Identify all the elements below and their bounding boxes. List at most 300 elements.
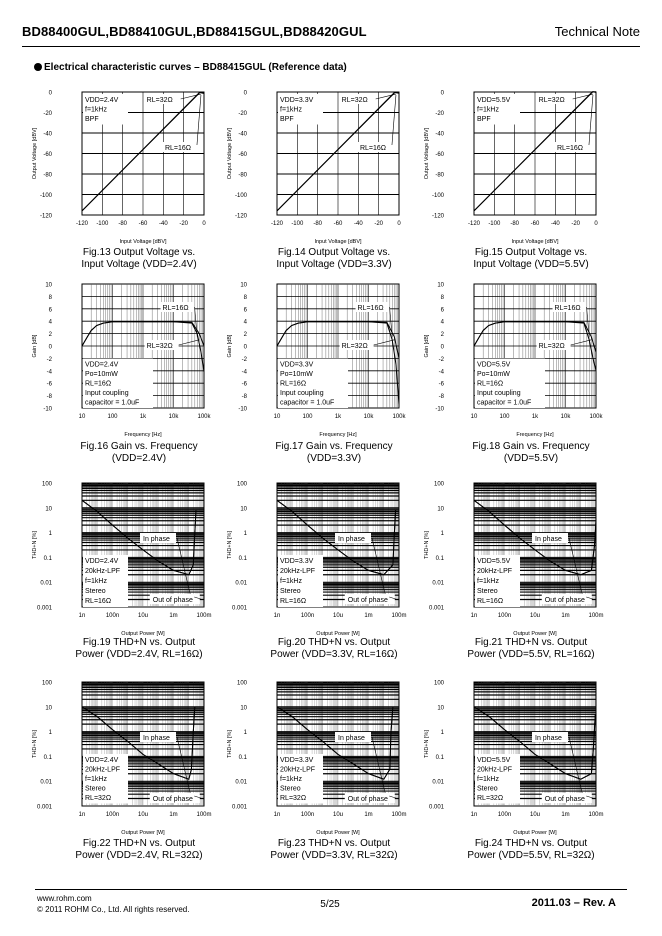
y-tick-label: -20 xyxy=(43,111,52,117)
y-tick-label: 0.001 xyxy=(231,605,247,612)
y-tick-label: -4 xyxy=(241,369,247,376)
annotation-rl32: RL=32Ω xyxy=(146,343,173,350)
condition-text: f=1kHz xyxy=(85,106,107,114)
condition-text: Stereo xyxy=(85,785,106,793)
annotation-rl32: RL=32Ω xyxy=(146,97,173,104)
y-tick-label: 0 xyxy=(440,344,444,351)
condition-text: Input coupling xyxy=(85,390,129,397)
x-tick-label: 10 xyxy=(470,414,478,420)
condition-text: f=1kHz xyxy=(477,578,499,585)
condition-text: VDD=2.4V xyxy=(85,361,119,369)
y-axis-label: THD+N [%] xyxy=(424,531,430,559)
caption-line-2: Power (VDD=3.3V, RL=32Ω) xyxy=(270,850,398,861)
annotation-in-phase: In phase xyxy=(535,536,562,543)
y-tick-label: 10 xyxy=(437,282,444,289)
condition-text: VDD=5.5V xyxy=(477,97,511,104)
y-tick-label: 0.1 xyxy=(435,754,444,761)
condition-text: VDD=3.3V xyxy=(280,97,314,104)
x-tick-label: 1n xyxy=(78,812,86,818)
x-tick-label: 10u xyxy=(332,613,344,619)
caption-line-1: Fig.19 THD+N vs. Output xyxy=(82,637,196,648)
x-tick-label: 100n xyxy=(497,613,512,619)
condition-text: RL=16Ω xyxy=(477,380,504,388)
y-tick-label: 10 xyxy=(437,705,444,712)
x-tick-label: 10u xyxy=(137,812,149,818)
y-axis-label: THD+N [%] xyxy=(227,730,233,758)
y-tick-label: 0.01 xyxy=(432,779,444,786)
x-tick-label: 10u xyxy=(529,812,541,818)
x-tick-label: 1n xyxy=(78,613,86,619)
y-tick-label: 0.001 xyxy=(36,605,52,612)
figure-caption xyxy=(39,441,239,465)
caption-line-1: Fig.24 THD+N vs. Output xyxy=(474,838,588,849)
y-tick-label: -8 xyxy=(438,394,444,401)
annotation-out-of-phase: Out of phase xyxy=(152,796,193,803)
y-tick-label: 100 xyxy=(236,481,247,488)
caption-line-1: Fig.13 Output Voltage vs. xyxy=(82,247,196,258)
x-tick-label: 100m xyxy=(196,613,212,619)
annotation-rl32: RL=32Ω xyxy=(538,97,565,104)
annotation-in-phase: In phase xyxy=(143,536,170,543)
x-tick-label: 10 xyxy=(273,414,281,420)
y-tick-label: 0 xyxy=(48,344,52,351)
caption-line-1: Fig.17 Gain vs. Frequency xyxy=(275,441,393,452)
y-tick-label: 1 xyxy=(243,730,247,737)
condition-text: Stereo xyxy=(477,588,498,595)
x-tick-label: -60 xyxy=(333,221,343,227)
y-tick-label: -2 xyxy=(241,356,247,363)
y-tick-label: -10 xyxy=(238,406,247,413)
x-tick-label: 100k xyxy=(392,414,406,420)
y-tick-label: -6 xyxy=(46,381,52,388)
y-tick-label: -20 xyxy=(238,111,247,117)
figure-caption xyxy=(431,441,631,465)
x-tick-label: 1n xyxy=(470,812,478,818)
y-tick-label: -100 xyxy=(39,193,52,199)
x-tick-label: -120 xyxy=(467,221,481,227)
y-tick-label: -100 xyxy=(234,193,247,199)
page-number: 5/25 xyxy=(320,899,340,910)
y-tick-label: 8 xyxy=(243,294,247,301)
condition-text: RL=32Ω xyxy=(280,795,307,802)
y-tick-label: 0.1 xyxy=(43,754,52,761)
chart-fig-15 xyxy=(424,91,598,246)
caption-line-2: Power (VDD=5.5V, RL=32Ω) xyxy=(467,850,595,861)
y-tick-label: -2 xyxy=(46,356,52,363)
x-tick-label: -60 xyxy=(530,221,540,227)
y-tick-label: 0.001 xyxy=(36,804,52,811)
y-tick-label: 0.01 xyxy=(235,580,247,587)
annotation-in-phase: In phase xyxy=(338,536,365,543)
y-axis-label: THD+N [%] xyxy=(32,531,38,559)
condition-text: RL=16Ω xyxy=(85,380,112,388)
y-tick-label: 0.1 xyxy=(435,555,444,562)
y-tick-label: -40 xyxy=(43,131,52,138)
condition-text: BPF xyxy=(85,116,99,123)
y-tick-label: 100 xyxy=(41,481,52,488)
x-tick-label: 1m xyxy=(561,812,570,818)
annotation-rl16: RL=16Ω xyxy=(357,305,384,312)
caption-line-1: Fig.23 THD+N vs. Output xyxy=(277,838,391,849)
x-tick-label: 1n xyxy=(470,613,478,619)
y-tick-label: 0 xyxy=(243,90,247,97)
y-tick-label: 10 xyxy=(45,705,52,712)
x-tick-label: 100m xyxy=(196,812,212,818)
y-axis-label: THD+N [%] xyxy=(32,730,38,758)
condition-text: f=1kHz xyxy=(280,578,302,585)
condition-text: f=1kHz xyxy=(85,776,107,783)
x-tick-label: 1k xyxy=(334,414,342,420)
footer-divider xyxy=(35,889,627,890)
y-tick-label: 0.01 xyxy=(235,779,247,786)
chart-fig-13 xyxy=(32,91,206,246)
condition-text: BPF xyxy=(280,116,294,123)
x-tick-label: 100n xyxy=(105,812,120,818)
annotation-in-phase: In phase xyxy=(338,735,365,742)
x-axis-label: Frequency [Hz] xyxy=(319,432,357,438)
annotation-out-of-phase: Out of phase xyxy=(347,597,388,604)
x-tick-label: 0 xyxy=(202,221,206,227)
y-axis-label: Output Voltage [dBV] xyxy=(424,127,430,180)
x-tick-label: 100m xyxy=(588,613,604,619)
section-title-text: Electrical characteristic curves – BD88415GUL (Reference data) xyxy=(44,62,347,73)
x-axis-label: Input Voltage [dBV] xyxy=(119,239,167,245)
y-tick-label: -40 xyxy=(435,131,444,138)
condition-text: RL=16Ω xyxy=(280,598,307,605)
x-axis-label: Input Voltage [dBV] xyxy=(511,239,559,245)
condition-text: 20kHz-LPF xyxy=(280,766,316,774)
y-tick-label: -120 xyxy=(431,213,444,220)
annotation-rl16: RL=16Ω xyxy=(554,305,581,312)
y-tick-label: 6 xyxy=(243,307,247,314)
chart-fig-20 xyxy=(227,482,407,638)
y-axis-label: Output Voltage [dBV] xyxy=(227,127,233,180)
y-tick-label: 8 xyxy=(440,294,444,301)
x-tick-label: -100 xyxy=(96,221,109,227)
y-tick-label: 10 xyxy=(240,705,247,712)
annotation-out-of-phase: Out of phase xyxy=(544,796,585,803)
x-tick-label: -100 xyxy=(291,221,304,227)
annotation-rl16: RL=16Ω xyxy=(359,145,387,152)
x-tick-label: 100n xyxy=(105,613,120,619)
figure-caption xyxy=(39,838,239,862)
y-tick-label: -6 xyxy=(438,381,444,388)
condition-text: RL=16Ω xyxy=(85,598,112,605)
y-tick-label: 10 xyxy=(45,506,52,513)
chart-fig-19 xyxy=(32,482,212,638)
caption-line-1: Fig.14 Output Voltage vs. xyxy=(277,247,391,258)
x-tick-label: -120 xyxy=(270,221,284,227)
y-tick-label: -80 xyxy=(43,172,52,179)
document-type: Technical Note xyxy=(554,24,640,39)
figure-caption xyxy=(39,247,239,271)
y-tick-label: -4 xyxy=(46,369,52,376)
chart-fig-18 xyxy=(424,283,604,439)
condition-text: capacitor = 1.0uF xyxy=(477,399,532,407)
annotation-rl16: RL=16Ω xyxy=(162,305,189,312)
condition-text: f=1kHz xyxy=(85,578,107,585)
x-tick-label: -40 xyxy=(158,221,168,227)
y-tick-label: 100 xyxy=(236,680,247,687)
figure-caption xyxy=(431,637,631,661)
x-tick-label: 100n xyxy=(300,613,315,619)
condition-text: capacitor = 1.0uF xyxy=(85,399,140,407)
x-axis-label: Output Power [W] xyxy=(513,631,557,637)
annotation-out-of-phase: Out of phase xyxy=(544,597,585,604)
condition-text: f=1kHz xyxy=(280,776,302,783)
figure-caption xyxy=(234,637,434,661)
condition-text: Stereo xyxy=(280,785,301,793)
condition-text: Stereo xyxy=(85,588,106,595)
x-tick-label: -80 xyxy=(510,221,520,227)
footer-copyright: © 2011 ROHM Co., Ltd. All rights reserved. xyxy=(37,905,190,914)
caption-line-1: Fig.15 Output Voltage vs. xyxy=(474,247,588,258)
x-axis-label: Frequency [Hz] xyxy=(516,432,554,438)
condition-text: 20kHz-LPF xyxy=(477,766,513,774)
annotation-rl16: RL=16Ω xyxy=(556,145,584,152)
caption-line-1: Fig.20 THD+N vs. Output xyxy=(277,637,391,648)
condition-text: Input coupling xyxy=(280,390,324,397)
condition-text: VDD=5.5V xyxy=(477,757,511,764)
condition-text: VDD=3.3V xyxy=(280,558,314,565)
x-axis-label: Output Power [W] xyxy=(316,631,360,637)
condition-text: RL=32Ω xyxy=(85,795,112,802)
condition-text: 20kHz-LPF xyxy=(85,766,121,774)
chart-fig-24 xyxy=(424,681,604,837)
x-tick-label: 1k xyxy=(531,414,539,420)
chart-fig-14 xyxy=(227,91,401,246)
condition-text: VDD=3.3V xyxy=(280,757,314,764)
y-axis-label: Gain [dB] xyxy=(424,334,430,358)
x-tick-label: -80 xyxy=(118,221,128,227)
figure-caption xyxy=(431,247,631,271)
annotation-rl32: RL=32Ω xyxy=(538,343,565,350)
y-tick-label: 8 xyxy=(48,294,52,301)
x-axis-label: Output Power [W] xyxy=(513,830,557,836)
y-tick-label: -20 xyxy=(435,111,444,117)
x-tick-label: 10u xyxy=(332,812,344,818)
y-tick-label: -40 xyxy=(238,131,247,138)
y-tick-label: 0.1 xyxy=(43,555,52,562)
y-axis-label: Gain [dB] xyxy=(32,334,38,358)
x-tick-label: 1m xyxy=(364,613,373,619)
annotation-rl16: RL=16Ω xyxy=(164,145,192,152)
x-tick-label: 10k xyxy=(168,414,179,420)
y-tick-label: -60 xyxy=(435,152,444,158)
x-tick-label: 100k xyxy=(589,414,603,420)
condition-text: VDD=5.5V xyxy=(477,558,511,565)
x-axis-label: Input Voltage [dBV] xyxy=(314,239,362,245)
condition-text: BPF xyxy=(477,116,491,123)
caption-line-1: Fig.18 Gain vs. Frequency xyxy=(472,441,590,452)
condition-text: capacitor = 1.0uF xyxy=(280,399,335,407)
y-tick-label: 100 xyxy=(433,481,444,488)
caption-line-2: Power (VDD=5.5V, RL=16Ω) xyxy=(467,649,595,660)
x-tick-label: 100m xyxy=(391,812,407,818)
x-tick-label: -20 xyxy=(571,221,581,227)
condition-text: VDD=2.4V xyxy=(85,558,119,565)
x-tick-label: 100 xyxy=(107,414,118,420)
chart-fig-23 xyxy=(227,681,407,837)
x-tick-label: 10u xyxy=(137,613,149,619)
figure-caption xyxy=(431,838,631,862)
y-tick-label: -10 xyxy=(435,406,444,413)
x-tick-label: 100n xyxy=(497,812,512,818)
x-tick-label: 1m xyxy=(561,613,570,619)
chart-fig-16 xyxy=(32,283,212,439)
x-tick-label: 1k xyxy=(139,414,147,420)
condition-text: RL=16Ω xyxy=(280,380,307,388)
x-tick-label: -20 xyxy=(374,221,384,227)
condition-text: RL=16Ω xyxy=(477,598,504,605)
y-tick-label: 0.001 xyxy=(428,605,444,612)
x-tick-label: 1n xyxy=(273,812,281,818)
y-tick-label: 0.01 xyxy=(40,580,52,587)
caption-line-2: Input Voltage (VDD=3.3V) xyxy=(276,259,392,270)
condition-text: Po=10mW xyxy=(280,371,313,378)
y-tick-label: 1 xyxy=(48,730,52,737)
annotation-out-of-phase: Out of phase xyxy=(152,597,193,604)
y-tick-label: 0 xyxy=(243,344,247,351)
y-tick-label: 0.1 xyxy=(238,555,247,562)
y-tick-label: 0.01 xyxy=(40,779,52,786)
x-tick-label: 10 xyxy=(78,414,86,420)
condition-text: 20kHz-LPF xyxy=(280,568,316,575)
figure-caption xyxy=(39,637,239,661)
document-title: BD88400GUL,BD88410GUL,BD88415GUL,BD88420GUL xyxy=(22,24,367,39)
y-tick-label: -10 xyxy=(43,406,52,413)
x-tick-label: 0 xyxy=(397,221,401,227)
y-tick-label: 10 xyxy=(240,506,247,513)
annotation-rl32: RL=32Ω xyxy=(341,97,368,104)
x-tick-label: 100n xyxy=(300,812,315,818)
x-tick-label: -80 xyxy=(313,221,323,227)
x-tick-label: 0 xyxy=(594,221,598,227)
x-tick-label: 100 xyxy=(302,414,313,420)
x-tick-label: -120 xyxy=(75,221,89,227)
y-tick-label: 4 xyxy=(440,319,444,326)
x-tick-label: 100m xyxy=(391,613,407,619)
y-tick-label: 0.01 xyxy=(432,580,444,587)
x-tick-label: 1m xyxy=(169,812,178,818)
y-tick-label: 2 xyxy=(48,332,52,339)
x-tick-label: -60 xyxy=(138,221,148,227)
figure-caption xyxy=(234,838,434,862)
revision: 2011.03 – Rev. A xyxy=(531,897,616,909)
caption-line-1: Fig.21 THD+N vs. Output xyxy=(474,637,588,648)
y-tick-label: -4 xyxy=(438,369,444,376)
condition-text: VDD=3.3V xyxy=(280,361,314,369)
caption-line-2: (VDD=5.5V) xyxy=(503,453,559,464)
annotation-rl32: RL=32Ω xyxy=(341,343,368,350)
chart-fig-21 xyxy=(424,482,604,638)
condition-text: Stereo xyxy=(280,588,301,595)
caption-line-1: Fig.22 THD+N vs. Output xyxy=(82,838,196,849)
chart-fig-22 xyxy=(32,681,212,837)
x-tick-label: 100 xyxy=(499,414,510,420)
y-tick-label: -6 xyxy=(241,381,247,388)
y-tick-label: -80 xyxy=(435,172,444,179)
y-tick-label: -2 xyxy=(438,356,444,363)
caption-line-2: (VDD=2.4V) xyxy=(111,453,167,464)
y-tick-label: 6 xyxy=(440,307,444,314)
condition-text: VDD=2.4V xyxy=(85,97,119,104)
x-tick-label: -20 xyxy=(179,221,189,227)
condition-text: Stereo xyxy=(477,785,498,793)
condition-text: f=1kHz xyxy=(477,776,499,783)
y-tick-label: 1 xyxy=(48,531,52,538)
y-tick-label: 6 xyxy=(48,307,52,314)
condition-text: f=1kHz xyxy=(280,106,302,114)
annotation-out-of-phase: Out of phase xyxy=(347,796,388,803)
y-tick-label: 1 xyxy=(440,730,444,737)
x-tick-label: 1n xyxy=(273,613,281,619)
condition-text: RL=32Ω xyxy=(477,795,504,802)
y-tick-label: 1 xyxy=(440,531,444,538)
annotation-in-phase: In phase xyxy=(143,735,170,742)
condition-text: VDD=2.4V xyxy=(85,757,119,764)
figure-caption xyxy=(234,247,434,271)
y-axis-label: Gain [dB] xyxy=(227,334,233,358)
y-tick-label: 0.1 xyxy=(238,754,247,761)
y-axis-label: THD+N [%] xyxy=(424,730,430,758)
y-tick-label: 2 xyxy=(243,332,247,339)
y-tick-label: -120 xyxy=(39,213,52,220)
footer-url[interactable]: www.rohm.com xyxy=(37,894,92,903)
caption-line-1: Fig.16 Gain vs. Frequency xyxy=(80,441,198,452)
y-axis-label: Output Voltage [dBV] xyxy=(32,127,38,180)
x-tick-label: 100k xyxy=(197,414,211,420)
y-axis-label: THD+N [%] xyxy=(227,531,233,559)
chart-fig-17 xyxy=(227,283,407,439)
caption-line-2: Power (VDD=2.4V, RL=16Ω) xyxy=(75,649,203,660)
annotation-in-phase: In phase xyxy=(535,735,562,742)
caption-line-2: Power (VDD=2.4V, RL=32Ω) xyxy=(75,850,203,861)
y-tick-label: -60 xyxy=(238,152,247,158)
condition-text: 20kHz-LPF xyxy=(477,568,513,575)
y-tick-label: 0.001 xyxy=(428,804,444,811)
caption-line-2: (VDD=3.3V) xyxy=(306,453,362,464)
y-tick-label: -8 xyxy=(46,394,52,401)
y-tick-label: -100 xyxy=(431,193,444,199)
condition-text: 20kHz-LPF xyxy=(85,568,121,575)
x-tick-label: 10k xyxy=(560,414,571,420)
x-tick-label: 10k xyxy=(363,414,374,420)
y-tick-label: 0 xyxy=(48,90,52,97)
y-tick-label: 1 xyxy=(243,531,247,538)
y-tick-label: 4 xyxy=(48,319,52,326)
y-tick-label: -80 xyxy=(238,172,247,179)
x-tick-label: 1m xyxy=(364,812,373,818)
condition-text: Po=10mW xyxy=(477,371,510,378)
y-tick-label: -120 xyxy=(234,213,247,220)
x-axis-label: Output Power [W] xyxy=(316,830,360,836)
y-tick-label: 10 xyxy=(437,506,444,513)
caption-line-2: Input Voltage (VDD=2.4V) xyxy=(81,259,197,270)
y-tick-label: -60 xyxy=(43,152,52,158)
y-tick-label: 10 xyxy=(45,282,52,289)
y-tick-label: 100 xyxy=(433,680,444,687)
y-tick-label: -8 xyxy=(241,394,247,401)
x-tick-label: 1m xyxy=(169,613,178,619)
y-tick-label: 10 xyxy=(240,282,247,289)
x-tick-label: -40 xyxy=(550,221,560,227)
x-axis-label: Frequency [Hz] xyxy=(124,432,162,438)
x-axis-label: Output Power [W] xyxy=(121,631,165,637)
y-tick-label: 100 xyxy=(41,680,52,687)
x-tick-label: 100m xyxy=(588,812,604,818)
y-tick-label: 4 xyxy=(243,319,247,326)
